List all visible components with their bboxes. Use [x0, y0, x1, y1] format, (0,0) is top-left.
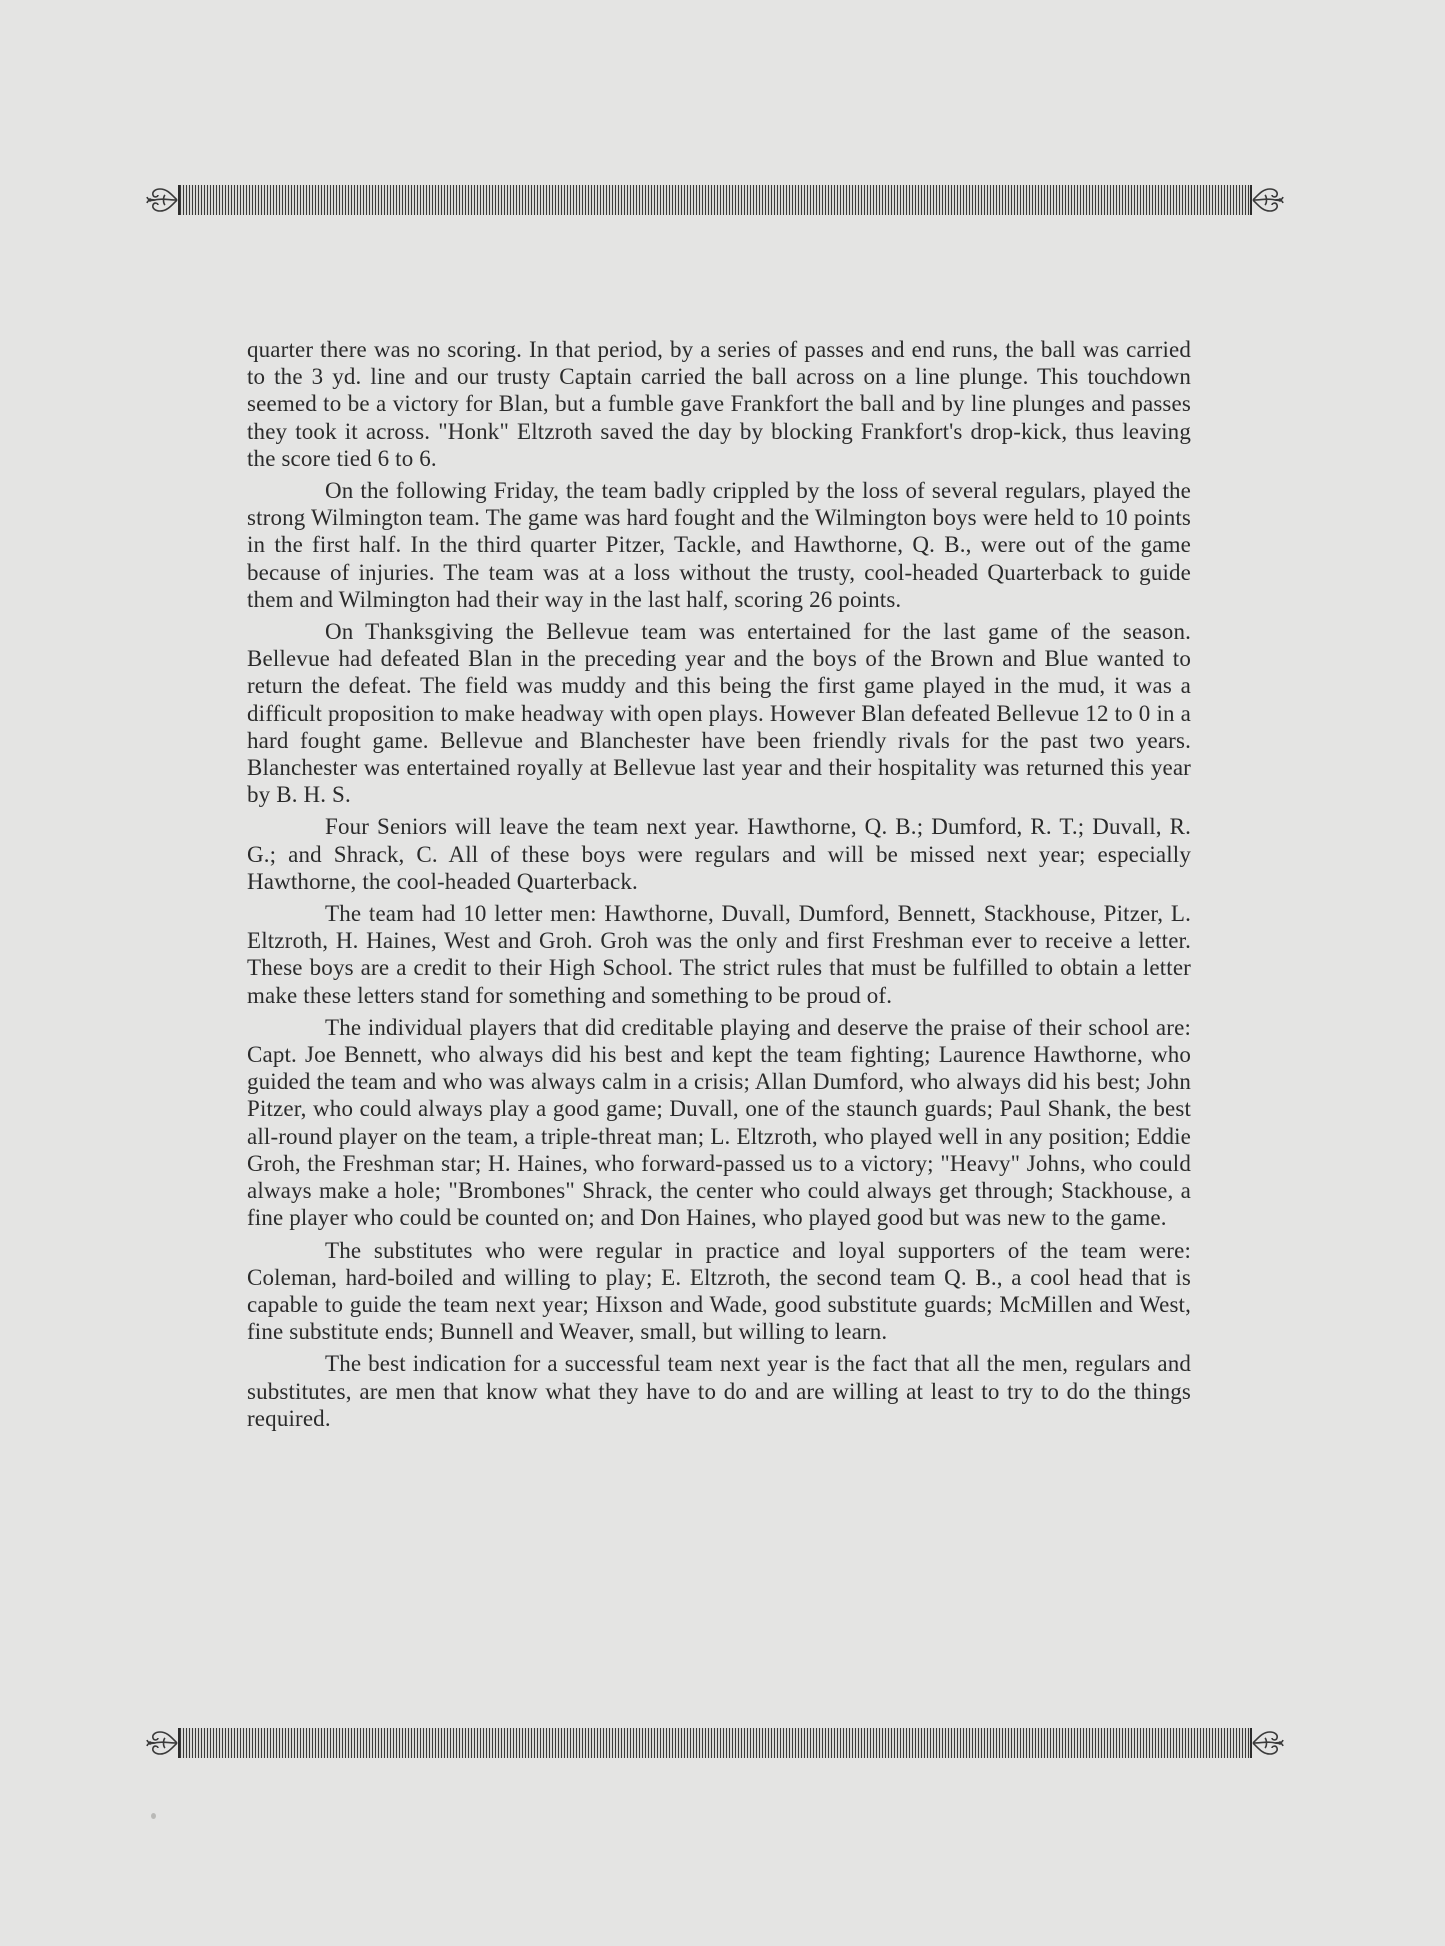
top-decorative-rule	[145, 184, 1285, 216]
paragraph: The individual players that did creditable playing and deserve the praise of their school are: Capt. Joe Bennett, who always did his best and kept the team fighting; Laurence Hawthorne, who guided the team and who was always calm in a crisis; Allan Dumford, who always did his best; John Pitzer, who could always play a good game; Duvall, one of the staunch guards; Paul Shank, the best all-round player on the team, a triple-threat man; L. Eltzroth, who played well in any position; Eddie Groh, the Freshman star; H. Haines, who forward-passed us to a victory; "Heavy" Johns, who could always make a hole; "Brombones" Shrack, the center who could always get through; Stackhouse, a fine player who could be counted on; and Don Haines, who played good but was new to the game.	[247, 1014, 1191, 1231]
bottom-decorative-rule	[145, 1727, 1285, 1759]
paragraph: On Thanksgiving the Bellevue team was entertained for the last game of the season. Bellevue had defeated Blan in the preceding year and the boys of the Brown and Blue wanted to return the defeat. The field was muddy and this being the first game played in the mud, it was a difficult proposition to make headway with open plays. However Blan defeated Bellevue 12 to 0 in a hard fought game. Bellevue and Blanchester have been friendly rivals for the past two years. Blanchester was entertained royally at Bellevue last year and their hospitality was returned this year by B. H. S.	[247, 619, 1191, 808]
flourish-ornament-icon	[1251, 1727, 1285, 1759]
paragraph: The best indication for a successful team next year is the fact that all the men, regulars and substitutes, are men that know what they have to do and are willing at least to try to do the things required.	[247, 1351, 1191, 1431]
flourish-ornament-icon	[1251, 184, 1285, 216]
flourish-ornament-icon	[145, 1727, 179, 1759]
paragraph: Four Seniors will leave the team next year. Hawthorne, Q. B.; Dumford, R. T.; Duvall, R. G.; and Shrack, C. All of these boys were regulars and will be missed next year; especially Hawthorne, the cool-headed Quarterback.	[247, 814, 1191, 894]
paragraph: The team had 10 letter men: Hawthorne, Duvall, Dumford, Bennett, Stackhouse, Pitzer, L. Eltzroth, H. Haines, West and Groh. Groh was the only and first Freshman ever to receive a letter. These boys are a credit to their High School. The strict rules that must be fulfilled to obtain a letter make these letters stand for something and something to be proud of.	[247, 901, 1191, 1008]
article-body	[247, 336, 1191, 1437]
paragraph: quarter there was no scoring. In that period, by a series of passes and end runs, the ball was carried to the 3 yd. line and our trusty Captain carried the ball across on a line plunge. This touchdown seemed to be a victory for Blan, but a fumble gave Frankfort the ball and by line plunges and passes they took it across. "Honk" Eltzroth saved the day by blocking Frankfort's drop-kick, thus leaving the score tied 6 to 6.	[247, 337, 1191, 471]
paper-speck	[151, 1813, 156, 1819]
paragraph: On the following Friday, the team badly crippled by the loss of several regulars, played the strong Wilmington team. The game was hard fought and the Wilmington boys were held to 10 points in the first half. In the third quarter Pitzer, Tackle, and Hawthorne, Q. B., were out of the game because of injuries. The team was at a loss without the trusty, cool-headed Quarterback to guide them and Wilmington had their way in the last half, scoring 26 points.	[247, 478, 1191, 612]
paragraph: The substitutes who were regular in practice and loyal supporters of the team were: Coleman, hard-boiled and willing to play; E. Eltzroth, the second team Q. B., a cool head that is capable to guide the team next year; Hixson and Wade, good substitute guards; McMillen and West, fine substitute ends; Bunnell and Weaver, small, but willing to learn.	[247, 1237, 1191, 1345]
flourish-ornament-icon	[145, 184, 179, 216]
